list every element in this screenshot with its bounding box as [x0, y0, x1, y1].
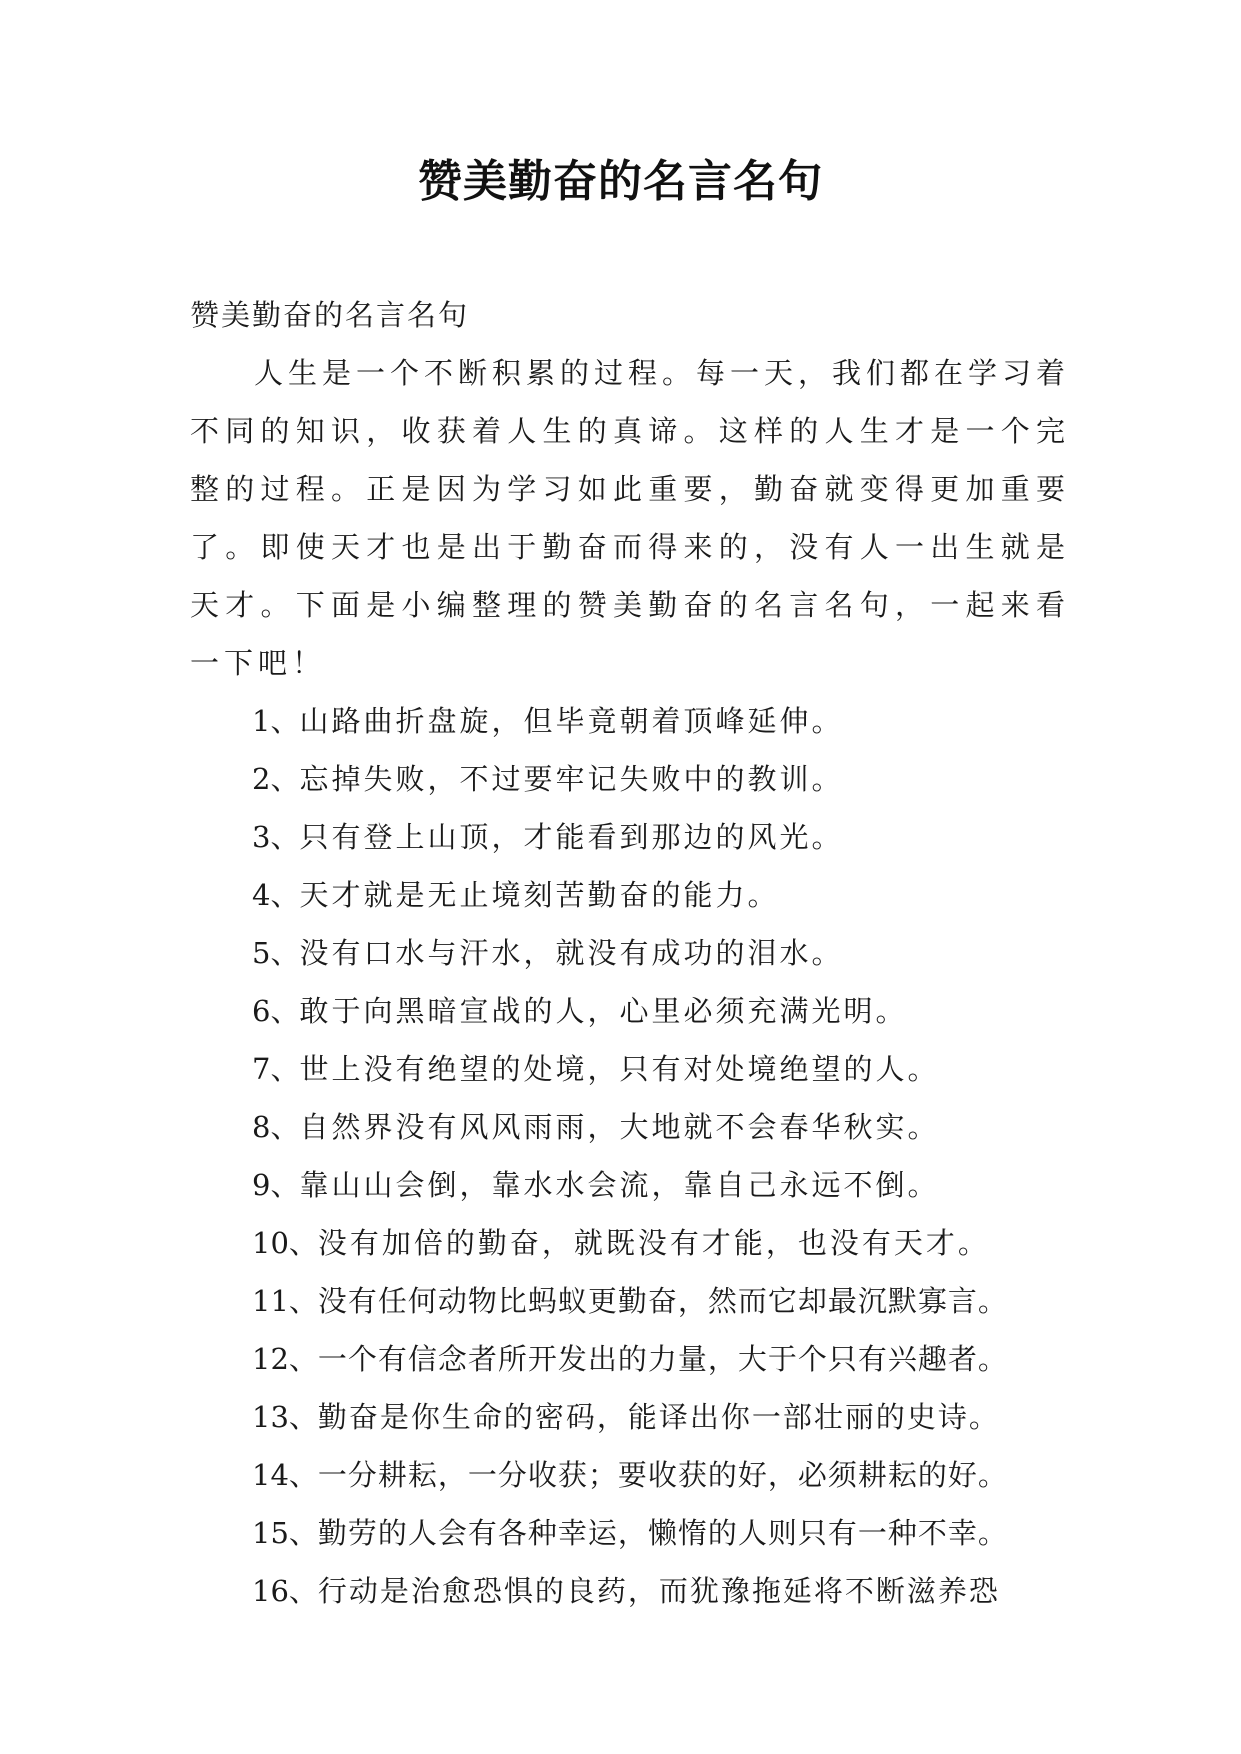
quote-item	[190, 750, 1070, 808]
quote-number: 14、	[252, 1458, 318, 1492]
quote-text: 世上没有绝望的处境，只有对处境绝望的人。	[299, 1052, 940, 1086]
quote-item	[190, 1562, 1070, 1620]
quote-number: 3、	[252, 820, 300, 854]
quote-item	[190, 1330, 1070, 1388]
quote-number: 7、	[252, 1052, 300, 1086]
quote-number: 15、	[252, 1516, 318, 1550]
quote-item	[190, 982, 1070, 1040]
quote-item	[190, 1156, 1070, 1214]
quote-item	[190, 924, 1070, 982]
quote-number: 12、	[252, 1342, 318, 1376]
quote-number: 13、	[252, 1400, 318, 1434]
quote-item	[190, 692, 1070, 750]
quote-text: 没有口水与汗水，就没有成功的泪水。	[299, 936, 844, 970]
quote-text: 靠山山会倒，靠水水会流，靠自己永远不倒。	[299, 1168, 940, 1202]
quote-text: 一分耕耘，一分收获；要收获的好，必须耕耘的好。	[317, 1458, 1008, 1492]
quote-text: 行动是治愈恐惧的良药，而犹豫拖延将不断滋养恐	[317, 1574, 1000, 1608]
quote-number: 4、	[252, 878, 300, 912]
document-subtitle: 赞美勤奋的名言名句	[190, 298, 470, 332]
quote-number: 5、	[252, 936, 300, 970]
quote-list	[190, 692, 1070, 1620]
quote-text: 没有加倍的勤奋，就既没有才能，也没有天才。	[317, 1226, 990, 1260]
quote-item	[190, 1446, 1070, 1504]
quote-item	[190, 1388, 1070, 1446]
quote-text: 敢于向黑暗宣战的人，心里必须充满光明。	[299, 994, 908, 1028]
quote-text: 勤奋是你生命的密码，能译出你一部壮丽的史诗。	[317, 1400, 1000, 1434]
quote-number: 9、	[252, 1168, 300, 1202]
quote-item	[190, 866, 1070, 924]
quote-text: 忘掉失败，不过要牢记失败中的教训。	[299, 762, 844, 796]
quote-number: 10、	[252, 1226, 318, 1260]
quote-number: 2、	[252, 762, 300, 796]
quote-number: 6、	[252, 994, 300, 1028]
quote-item	[190, 1040, 1070, 1098]
quote-text: 一个有信念者所开发出的力量，大于个只有兴趣者。	[317, 1342, 1008, 1376]
quote-text: 天才就是无止境刻苦勤奋的能力。	[299, 878, 780, 912]
quote-number: 11、	[252, 1284, 318, 1318]
quote-number: 8、	[252, 1110, 300, 1144]
quote-number: 16、	[252, 1574, 318, 1608]
document-title: 赞美勤奋的名言名句	[418, 156, 823, 207]
quote-item	[190, 1214, 1070, 1272]
quote-item	[190, 1098, 1070, 1156]
document-body	[190, 286, 1070, 1620]
quote-text: 山路曲折盘旋，但毕竟朝着顶峰延伸。	[299, 704, 844, 738]
quote-item	[190, 1272, 1070, 1330]
quote-item	[190, 1504, 1070, 1562]
quote-text: 只有登上山顶，才能看到那边的风光。	[299, 820, 844, 854]
quote-text: 没有任何动物比蚂蚁更勤奋，然而它却最沉默寡言。	[317, 1284, 1008, 1318]
quote-item	[190, 808, 1070, 866]
quote-number: 1、	[252, 704, 300, 738]
quote-text: 自然界没有风风雨雨，大地就不会春华秋实。	[299, 1110, 940, 1144]
intro-paragraph: 人生是一个不断积累的过程。每一天，我们都在学习着不同的知识，收获着人生的真谛。这样的人生才是一个完整的过程。正是因为学习如此重要，勤奋就变得更加重要了。即使天才也是出于勤奋而得来的，没有人一出生就是天才。下面是小编整理的赞美勤奋的名言名句，一起来看一下吧！	[190, 356, 1071, 680]
quote-text: 勤劳的人会有各种幸运，懒惰的人则只有一种不幸。	[317, 1516, 1008, 1550]
